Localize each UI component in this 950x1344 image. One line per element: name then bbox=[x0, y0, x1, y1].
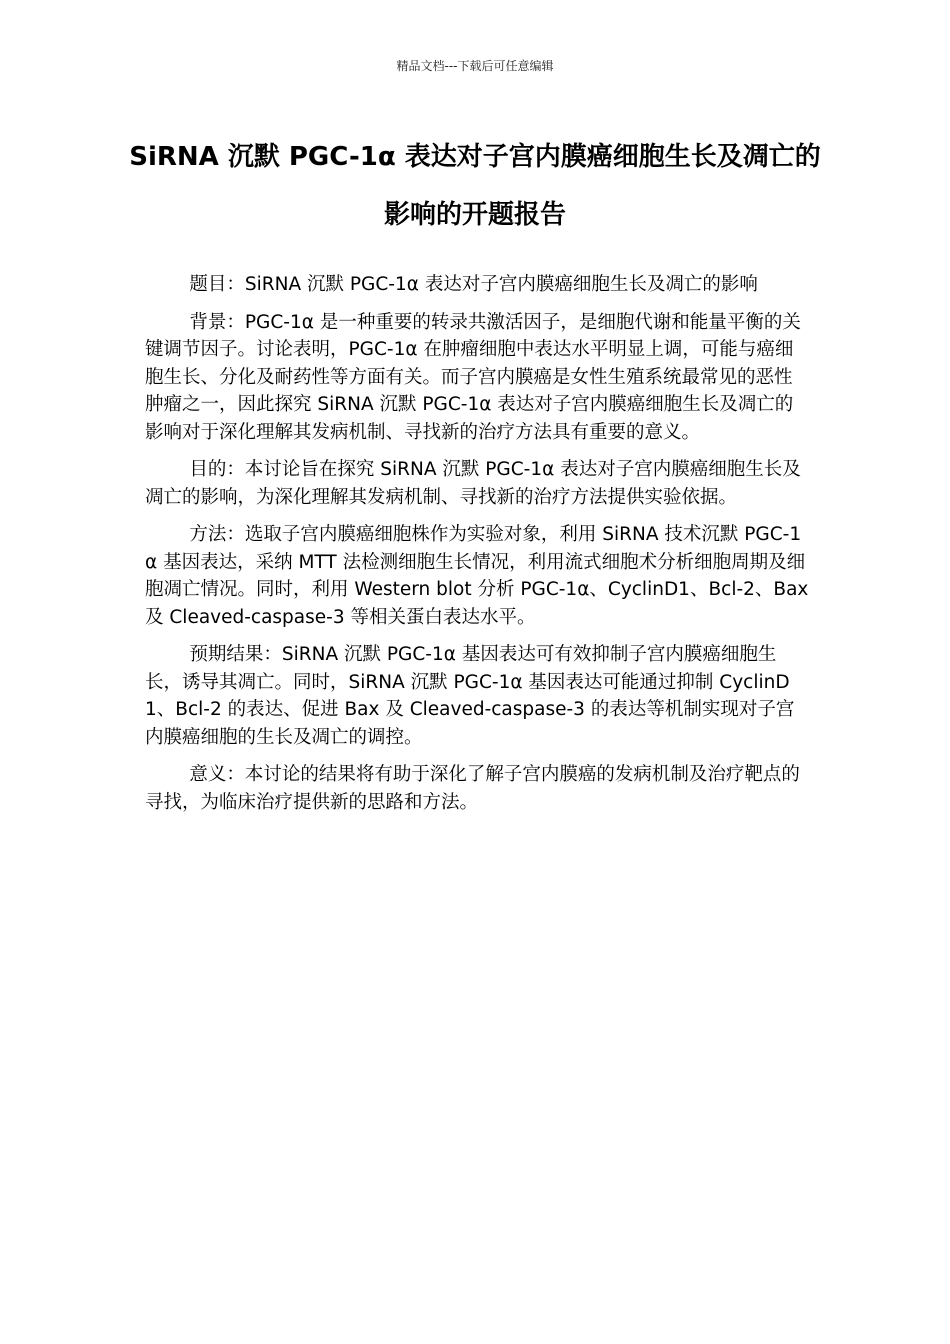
paragraph-methods: 方法：选取子宫内膜癌细胞株作为实验对象，利用 SiRNA 技术沉默 PGC-1α 基因表达，采纳 MTT 法检测细胞生长情况，利用流式细胞术分析细胞周期及细胞凋亡情况。同时，利用 Western blot 分析 PGC-1α、CyclinD1、Bcl-2、Bax 及 Cleaved-caspase-3 等相关蛋白表达水平。 bbox=[145, 524, 809, 628]
paragraph-background: 背景：PGC-1α 是一种重要的转录共激活因子，是细胞代谢和能量平衡的关键调节因子。讨论表明，PGC-1α 在肿瘤细胞中表达水平明显上调，可能与癌细胞生长、分化及耐药性等方面有关。而子宫内膜癌是女性生殖系统最常见的恶性肿瘤之一，因此探究 SiRNA 沉默 PGC-1α 表达对子宫内膜癌细胞生长及凋亡的影响对于深化理解其发病机制、寻找新的治疗方法具有重要的意义。 bbox=[145, 311, 801, 443]
paragraph-expected-results: 预期结果：SiRNA 沉默 PGC-1α 基因表达可有效抑制子宫内膜癌细胞生长，诱导其凋亡。同时，SiRNA 沉默 PGC-1α 基因表达可能通过抑制 CyclinD1、Bcl-2 的表达、促进 Bax 及 Cleaved-caspase-3 的表达等机制实现对子宫内膜癌细胞的生长及凋亡的调控。 bbox=[145, 644, 795, 748]
page-header: 精品文档---下载后可任意编辑 bbox=[396, 59, 554, 73]
paragraph-significance: 意义：本讨论的结果将有助于深化了解子宫内膜癌的发病机制及治疗靶点的寻找，为临床治疗提供新的思路和方法。 bbox=[145, 764, 800, 813]
document-title: SiRNA 沉默 PGC-1α 表达对子宫内膜癌细胞生长及凋亡的影响的开题报告 bbox=[129, 142, 821, 230]
document-body bbox=[145, 271, 810, 826]
paragraph-topic: 题目：SiRNA 沉默 PGC-1α 表达对子宫内膜癌细胞生长及凋亡的影响 bbox=[189, 274, 758, 295]
paragraph-objective: 目的：本讨论旨在探究 SiRNA 沉默 PGC-1α 表达对子宫内膜癌细胞生长及凋亡的影响，为深化理解其发病机制、寻找新的治疗方法提供实验依据。 bbox=[145, 459, 801, 508]
